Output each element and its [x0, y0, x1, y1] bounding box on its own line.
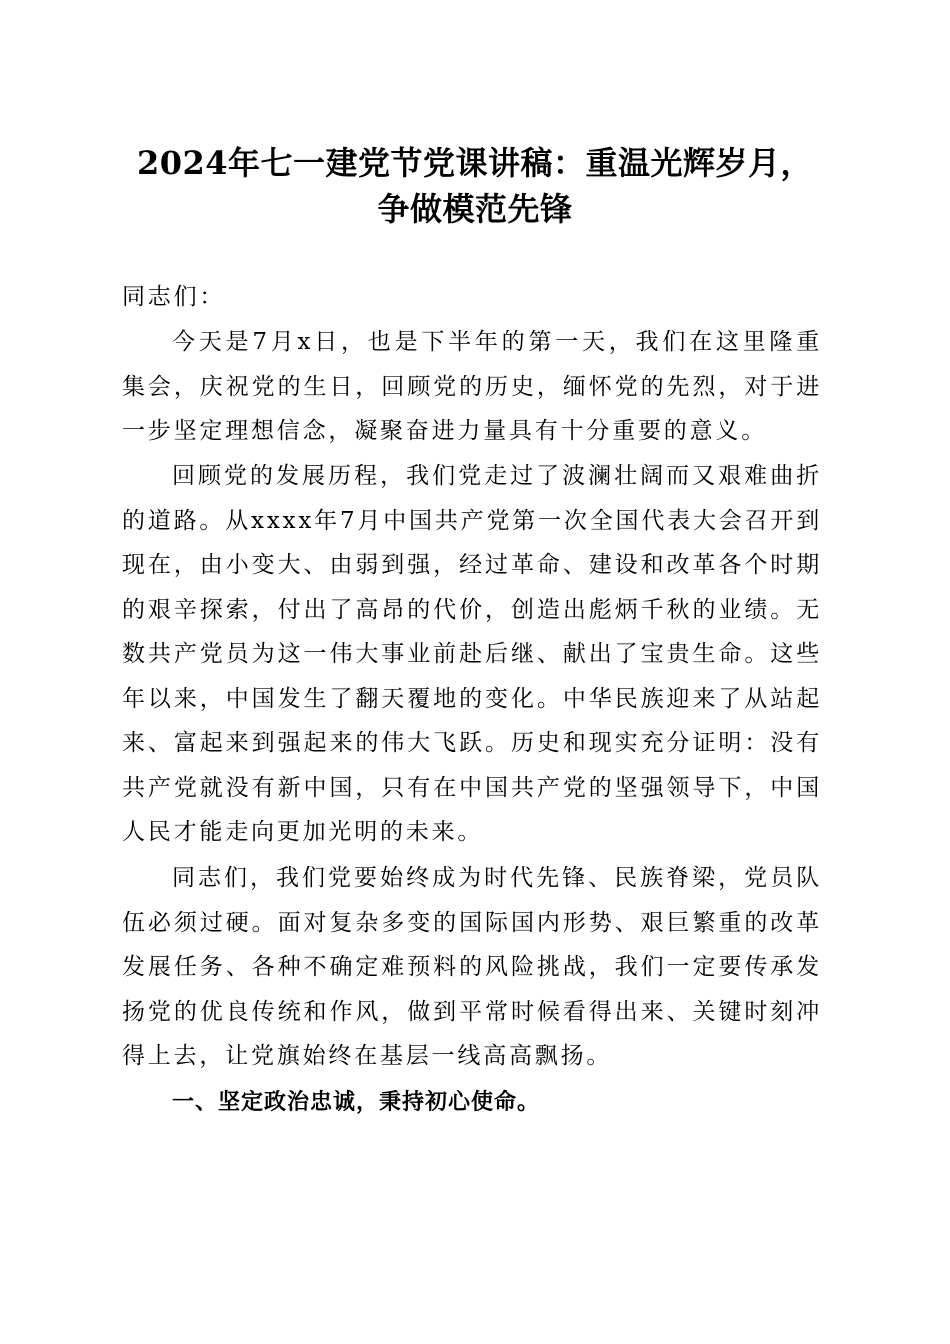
document-title-line-2: 争做模范先锋 — [377, 190, 573, 228]
section-heading: 一、坚定政治忠诚，秉持初心使命。 — [172, 1090, 541, 1115]
paragraph-1: 今天是7月x日，也是下半年的第一天，我们在这里隆重集会，庆祝党的生日，回顾党的历史，缅怀党的先烈，对于进一步坚定理想信念，凝聚奋进力量具有十分重要的意义。 — [122, 329, 822, 444]
paragraph-3: 同志们，我们党要始终成为时代先锋、民族脊梁，党员队伍必须过硬。面对复杂多变的国际国内形势、艰巨繁重的改革发展任务、各种不确定难预料的风险挑战，我们一定要传承发扬党的优良传统和作风，做到平常时候看得出来、关键时刻冲得上去，让党旗始终在基层一线高高飘扬。 — [122, 865, 822, 1069]
document-title-line-1: 2024年七一建党节党课讲稿：重温光辉岁月， — [136, 144, 814, 182]
paragraph-2: 回顾党的发展历程，我们党走过了波澜壮阔而又艰难曲折的道路。从xxxx年7月中国共产党第一次全国代表大会召开到现在，由小变大、由弱到强，经过革命、建设和改革各个时期的艰辛探索，付出了高昂的代价，创造出彪炳千秋的业绩。无数共产党员为这一伟大事业前赴后继、献出了宝贵生命。这些年以来，中国发生了翻天覆地的变化。中华民族迎来了从站起来、富起来到强起来的伟大飞跃。历史和现实充分证明：没有共产党就没有新中国，只有在中国共产党的坚强领导下，中国人民才能走向更加光明的未来。 — [122, 463, 822, 845]
greeting: 同志们： — [122, 284, 226, 310]
